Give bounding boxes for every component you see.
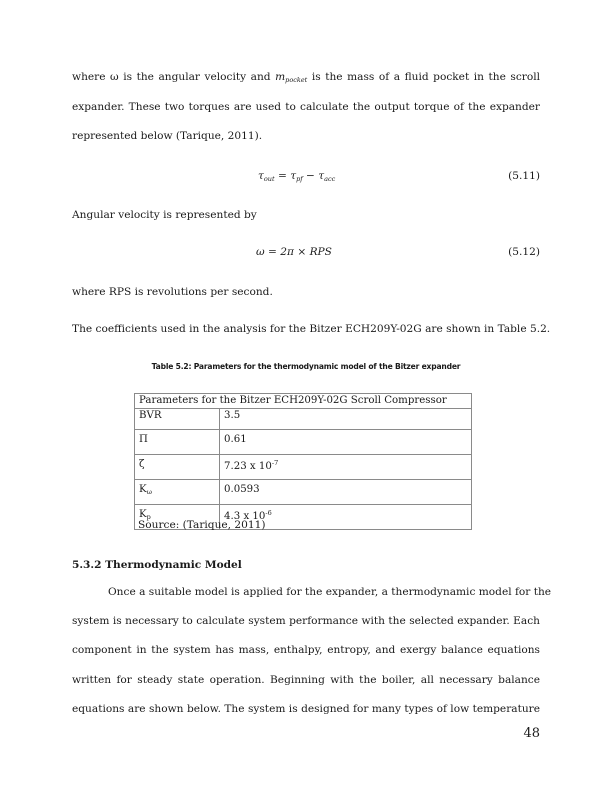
paragraph-line: equations are shown below. The system is designed for many types of low temperature — [72, 703, 540, 715]
table-caption: Table 5.2: Parameters for the thermodynamic model of the Bitzer expander — [151, 362, 461, 371]
table-cell-value: 3.5 — [220, 409, 472, 430]
table-row — [135, 430, 472, 455]
table-cell-symbol: BVR — [135, 409, 220, 430]
paragraph-line: The coefficients used in the analysis for the Bitzer ECH209Y-02G are shown in Table 5.2. — [72, 323, 551, 335]
equation-5-12: ω = 2π × RPS — [256, 246, 332, 258]
table-row — [135, 409, 472, 430]
table-cell-symbol: Π — [135, 430, 220, 455]
table-cell-value: 7.23 x $10^{-7}$ — [220, 455, 472, 480]
paragraph-line: expander. These two torques are used to calculate the output torque of the expander — [72, 101, 540, 113]
paragraph-line: represented below (Tarique, 2011). — [72, 130, 263, 142]
paragraph-line: written for steady state operation. Beginning with the boiler, all necessary balance — [72, 674, 540, 686]
paragraph-line: component in the system has mass, enthalpy, entropy, and exergy balance equations — [72, 644, 540, 656]
table-cell-value: 0.0593 — [220, 480, 472, 505]
paragraph-line: where ω is the angular velocity and $m_{pocket}$ is the mass of a fluid pocket in the scroll — [72, 71, 540, 84]
table-cell-value: 0.61 — [220, 430, 472, 455]
table-cell-value: 4.3 x $10^{-6}$ — [220, 505, 472, 530]
paragraph-line: system is necessary to calculate system performance with the selected expander. Each — [72, 615, 540, 627]
parameters-table — [134, 393, 472, 530]
equation-number: (5.11) — [508, 170, 540, 182]
paragraph-line: where RPS is revolutions per second. — [72, 286, 273, 298]
paragraph-line: Once a suitable model is applied for the expander, a thermodynamic model for the — [108, 586, 552, 598]
table-row — [135, 480, 472, 505]
table-cell-symbol: $K_p$ — [135, 505, 220, 530]
section-heading: 5.3.2 Thermodynamic Model — [72, 559, 242, 571]
equation-number: (5.12) — [508, 246, 540, 258]
table-header: Parameters for the Bitzer ECH209Y-02G Scroll Compressor — [135, 394, 472, 409]
table-cell-symbol: $K_\omega$ — [135, 480, 220, 505]
equation-5-11: $\tau_{out} = \tau_{pf} - \tau_{acc}$ — [258, 170, 336, 183]
table-cell-symbol: ζ — [135, 455, 220, 480]
table-row — [135, 455, 472, 480]
page-number: 48 — [523, 726, 540, 741]
table-source: Source: (Tarique, 2011) — [138, 519, 266, 531]
paragraph-line: Angular velocity is represented by — [72, 209, 257, 221]
